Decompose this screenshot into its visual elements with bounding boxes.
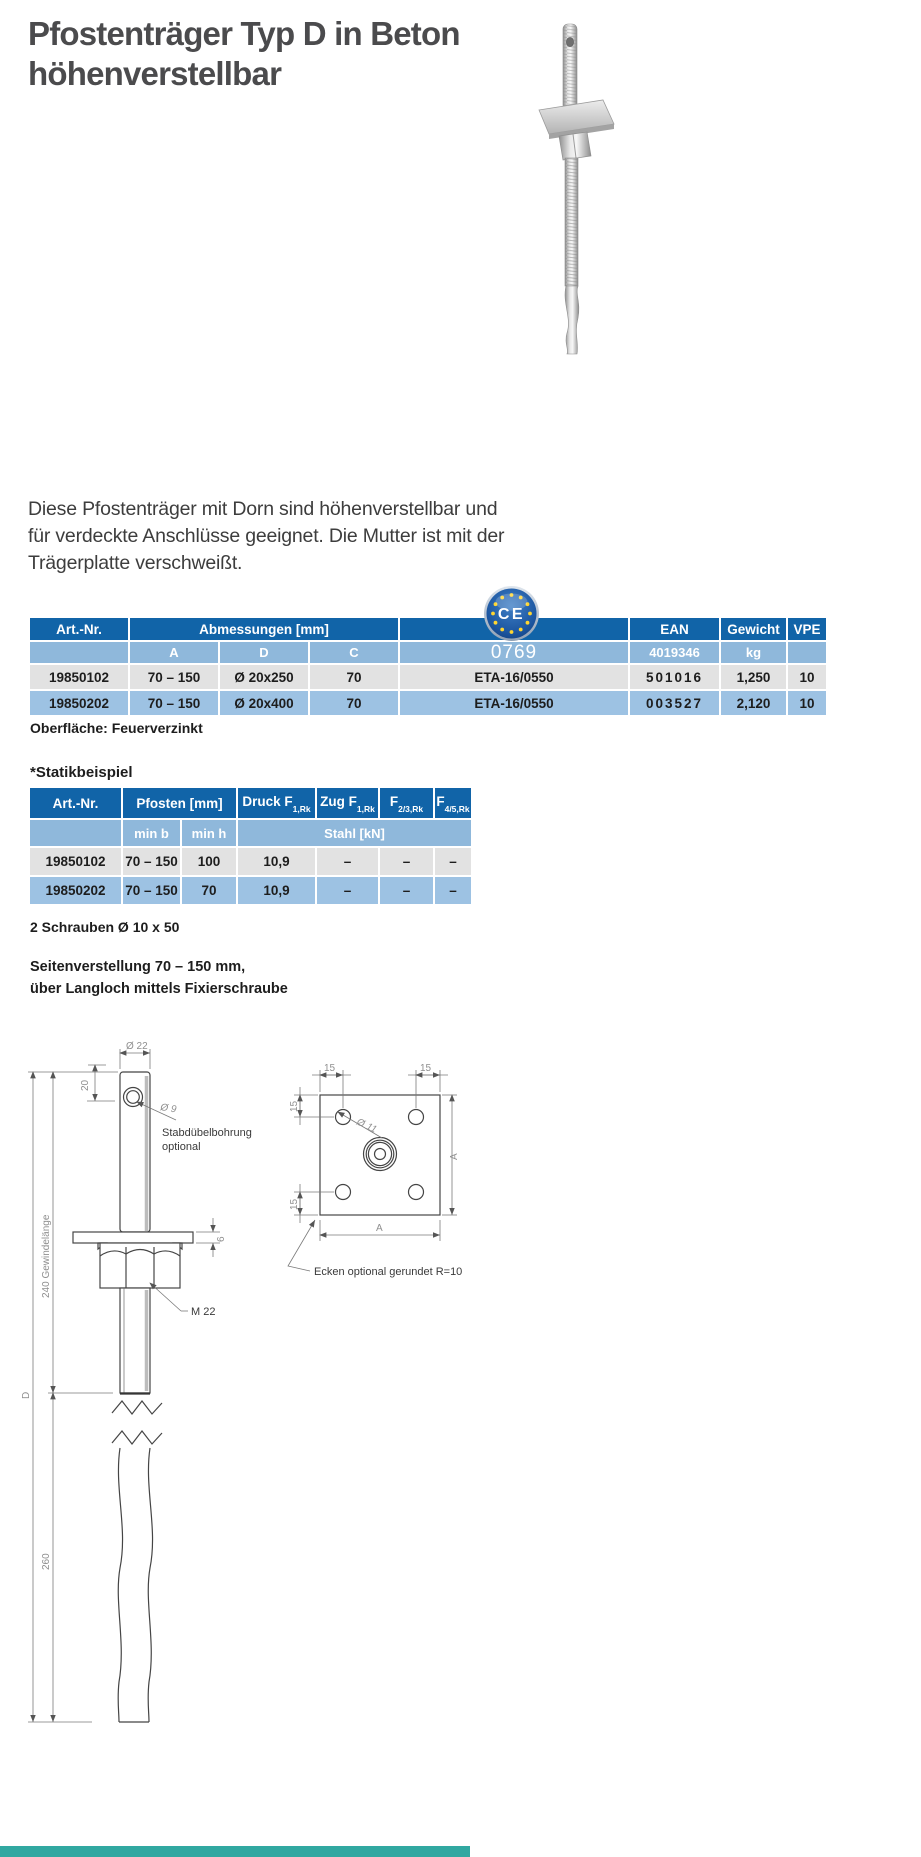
surface-value: Feuerverzinkt [111,720,203,736]
table-row-cell: ETA-16/0550 [400,691,628,715]
dim-hole-9: Ø 9 [159,1102,178,1116]
table-row-cell: 10 [788,665,826,689]
subheader-empty-vpe [788,642,826,663]
table-row-cell: 70 [310,665,398,689]
col-header-artnr: Art.-Nr. [30,618,128,640]
footer-accent-bar [0,1846,470,1857]
dim-plate-thickness: 6 [216,1236,227,1242]
table-row-cell: – [435,848,471,875]
statics-title: *Statikbeispiel [30,764,133,781]
surface-note [30,720,203,736]
table-row-cell: 70 – 150 [130,665,218,689]
dim-hole-11: Ø 11 [354,1116,379,1136]
table-row-cell: 19850102 [30,848,121,875]
thread-size-label: M 22 [191,1306,216,1318]
col-header-f45: $F_{4/5,Rk}$ [435,788,471,818]
table-row-cell: – [380,848,433,875]
adjustment-note [30,956,288,1000]
dimensions-table [30,618,826,715]
table-row-cell: 19850202 [30,691,128,715]
dim-15-top-right: 15 [420,1063,432,1074]
table-row-cell: 19850202 [30,877,121,904]
dim-260: 260 [41,1553,52,1570]
description-line: Trägerplatte verschweißt. [28,552,243,574]
dim-thread-length: 240 Gewindelänge [41,1214,52,1298]
table-row-cell: – [317,877,378,904]
table-row-cell: 501016 [630,665,719,689]
table-row-cell: Ø 20x400 [220,691,308,715]
page-title [28,14,460,94]
table-row-cell: 70 – 150 [123,877,180,904]
table-row-cell: 10,9 [238,848,315,875]
ce-badge-gloss [496,594,528,611]
col-header-vpe: VPE [788,618,826,640]
table-row-cell: 70 – 150 [123,848,180,875]
table-row-cell: 1,250 [721,665,786,689]
table-row-cell: 70 [310,691,398,715]
col-header-zug: Zug $F_{1,Rk}$ [317,788,378,818]
col-header-artnr: Art.-Nr. [30,788,121,818]
ce-badge-text: CE [497,606,526,623]
adjustment-note-line1: Seitenverstellung 70 – 150 mm, [30,959,246,975]
table-row-cell: – [317,848,378,875]
surface-label: Oberfläche: [30,720,108,736]
table-row-cell: Ø 20x250 [220,665,308,689]
drawing-plate-top-view [288,1063,462,1278]
dim-15-top-left: 15 [324,1063,336,1074]
subheader-minh: min h [182,820,236,846]
hole-note-line2: optional [162,1141,201,1153]
dim-a-bottom: A [376,1223,383,1234]
dim-15-left-bottom: 15 [289,1198,300,1210]
table-row-cell: 19850102 [30,665,128,689]
table-row-cell: – [435,877,471,904]
dim-diameter-22: Ø 22 [126,1041,148,1052]
statics-table [30,788,471,904]
col-header-druck: Druck $F_{1,Rk}$ [238,788,315,818]
table-row-cell: 2,120 [721,691,786,715]
table-row-cell: 003527 [630,691,719,715]
adjustment-note-line2: über Langloch mittels Fixierschraube [30,981,288,997]
subheader-a: A [130,642,218,663]
subheader-ce-number: 0769 [400,642,628,663]
ce-badge [483,585,540,642]
table-row-cell: 70 [182,877,236,904]
technical-drawing [20,1040,470,1730]
col-header-abmessungen: Abmessungen [mm] [130,618,398,640]
corner-note: Ecken optional gerundet R=10 [314,1266,463,1278]
dim-15-left-top: 15 [289,1100,300,1112]
description-line: für verdeckte Anschlüsse geeignet. Die Mutter ist mit der [28,525,505,547]
table-row-cell: 10 [788,691,826,715]
table-row-cell: – [380,877,433,904]
description-line: Diese Pfostenträger mit Dorn sind höhenverstellbar und [28,498,498,520]
subheader-empty [30,642,128,663]
hole-note-line1: Stabdübelbohrung [162,1127,252,1139]
table-row-cell: ETA-16/0550 [400,665,628,689]
subheader-empty [30,820,121,846]
table-row-cell: 10,9 [238,877,315,904]
page-title-line1: Pfostenträger Typ D in Beton [28,15,460,52]
col-header-ean: EAN [630,618,719,640]
dim-20: 20 [80,1079,91,1091]
subheader-kg: kg [721,642,786,663]
post-anchor-illustration [539,24,614,354]
col-header-f23: $F_{2/3,Rk}$ [380,788,433,818]
subheader-minb: min b [123,820,180,846]
product-photo [515,18,635,358]
subheader-c: C [310,642,398,663]
subheader-ean-prefix: 4019346 [630,642,719,663]
page-title-line2: höhenverstellbar [28,55,282,92]
product-description [28,496,504,577]
dim-total-d: D [21,1391,32,1399]
screws-note: 2 Schrauben Ø 10 x 50 [30,919,180,935]
table-row-cell: 70 – 150 [130,691,218,715]
col-header-gewicht: Gewicht [721,618,786,640]
col-header-pfosten: Pfosten [mm] [123,788,236,818]
drawing-side-view [21,1041,252,1722]
dim-a-right: A [449,1153,460,1160]
subheader-stahl: Stahl [kN] [238,820,471,846]
table-row-cell: 100 [182,848,236,875]
subheader-d: D [220,642,308,663]
